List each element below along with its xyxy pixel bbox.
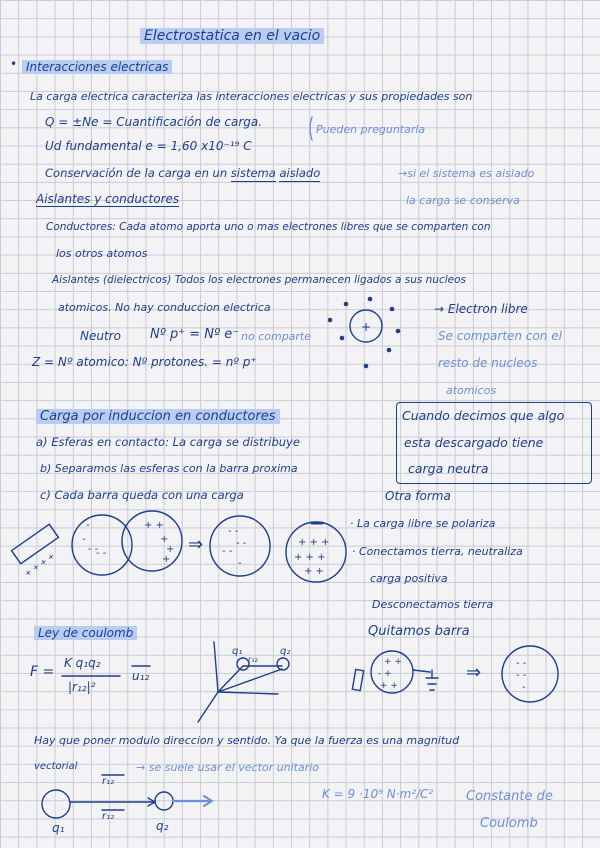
coulomb-denominator: |r₁₂|² xyxy=(68,680,96,694)
otra-forma-label: Otra forma xyxy=(385,489,451,503)
box-line-3: carga neutra xyxy=(408,461,489,476)
charge-sign: + + xyxy=(304,566,324,577)
rod-small xyxy=(352,669,363,690)
section-heading-coulomb: Ley de coulomb xyxy=(34,626,137,640)
induccion-step-a: a) Esferas en contacto: La carga se distribuye xyxy=(36,435,300,449)
electron-dot xyxy=(368,297,373,302)
page-title: Electrostatica en el vacio xyxy=(140,28,324,44)
charge-sign: + + + xyxy=(298,537,330,548)
charge-sign: - xyxy=(238,558,242,569)
coulomb-numerator: K q₁q₂ xyxy=(64,656,101,670)
charge-sign: + + xyxy=(380,681,398,691)
hay-que-line-2: vectorial xyxy=(34,761,78,772)
hay-que-line-1: Hay que poner modulo direccion y sentido. Ya que la fuerza es una magnitud xyxy=(34,734,460,747)
conductores-line-1: Conductores: Cada atomo aporta uno o mas electrones libres que se comparten con xyxy=(46,221,491,233)
induction-arrow-1: ⇒ xyxy=(188,534,204,555)
charge-sign: + + xyxy=(384,657,402,667)
sistema-word: sistema xyxy=(230,166,276,180)
diagram-q2-circle xyxy=(277,658,289,670)
desconectamos-tierra: Desconectamos tierra xyxy=(372,598,494,611)
charge-sign: + xyxy=(160,534,169,545)
bottom-q1-label: q₁ xyxy=(52,821,65,835)
aislado-word: aislado xyxy=(279,166,321,180)
conserva-note-1: →si el sistema es aislado xyxy=(398,167,535,180)
charge-sign: - + xyxy=(378,669,392,679)
q-formula: Q = ±Ne = Cuantificación de carga. xyxy=(45,115,263,129)
electron-dot xyxy=(340,336,345,341)
constante-label-1: Constante de xyxy=(466,789,553,804)
charge-sign: - - xyxy=(516,670,527,681)
coulomb-F: F = xyxy=(30,664,55,680)
vector-r2 xyxy=(218,669,282,692)
conectamos-tierra: · Conectamos tierra, neutraliza xyxy=(352,545,523,558)
sphere-final-charged xyxy=(502,646,558,702)
conservacion-prefix: Conservación de la carga en un xyxy=(45,166,228,180)
bottom-q1-circle xyxy=(42,790,70,818)
axis-z xyxy=(214,642,218,692)
bottom-q2-label: q₂ xyxy=(156,819,169,833)
charge-sign: - - xyxy=(228,526,239,537)
no-comparte-note: no comparte xyxy=(241,330,312,343)
coulomb-unit-vector: u₁₂ xyxy=(132,669,150,683)
induccion-step-b: b) Separamos las esferas con la barra proxima xyxy=(40,462,298,475)
section-heading-induccion: Carga por induccion en conductores xyxy=(36,409,280,424)
charge-sign: + xyxy=(166,544,175,555)
pueden-bracket xyxy=(310,117,312,140)
bottom-q2-circle xyxy=(155,792,173,810)
coulomb-constant-K: K = 9 ·10⁹ N·m²/C² xyxy=(322,787,434,801)
section-heading-interacciones: Interacciones electricas xyxy=(22,60,172,74)
pueden-preguntarla-note: Pueden preguntarla xyxy=(316,123,426,136)
comparten-note-3: atomicos xyxy=(446,384,497,397)
neutro-label: Neutro xyxy=(80,329,121,343)
charge-sign: - - xyxy=(96,548,107,559)
electron-dot xyxy=(344,302,349,307)
charge-sign: + + xyxy=(144,520,164,531)
ground-wire xyxy=(413,670,430,672)
libre-polariza: · La carga libre se polariza xyxy=(350,517,496,530)
conductores-line-2: los otros atomos xyxy=(56,247,148,260)
charge-sign: - xyxy=(522,682,526,693)
charge-sign: - - xyxy=(236,538,247,549)
electron-dot xyxy=(387,348,392,353)
quitamos-barra: Quitamos barra xyxy=(368,624,470,639)
neutro-equation: Nº p⁺ = Nº e⁻ xyxy=(150,327,240,342)
charge-sign: - - xyxy=(88,544,99,555)
charge-sign: + xyxy=(162,554,171,565)
unidad-fundamental: Ud fundamental e = 1,60 x10⁻¹⁹ C xyxy=(45,139,252,153)
box-line-2: esta descargado tiene xyxy=(404,435,544,450)
aislantes-line-2: atomicos. No hay conduccion electrica xyxy=(58,301,271,314)
sphere-left xyxy=(72,515,132,575)
vector-unitario-note: → se suele usar el vector unitario xyxy=(136,761,320,774)
diagram-q1-label: q₁ xyxy=(232,646,243,657)
induction-arrow-2: ⇒ xyxy=(466,662,482,683)
electron-dot xyxy=(390,307,395,312)
electron-dot xyxy=(396,329,401,334)
comparten-note-1: Se comparten con el xyxy=(438,329,562,343)
conserva-note-2: la carga se conserva xyxy=(406,194,520,207)
section-heading-aislantes: Aislantes y conductores xyxy=(36,192,180,206)
rod-sign: + + + + xyxy=(23,551,57,579)
box-line-1: Cuando decimos que algo xyxy=(402,408,565,423)
axis-y xyxy=(218,692,278,694)
diagram-r12-label: r₁₂ xyxy=(248,655,258,664)
axis-x xyxy=(198,692,218,722)
bullet-marker: • xyxy=(10,57,18,71)
nucleus-plus: + xyxy=(361,320,372,334)
diagram-q2-label: q₂ xyxy=(280,646,291,657)
diagram-q1-circle xyxy=(237,658,249,670)
constante-label-2: Coulomb xyxy=(480,816,538,831)
electron-dot xyxy=(328,318,333,323)
vector-r12-top: r₁₂ xyxy=(102,776,115,787)
charge-sign: - - xyxy=(222,546,233,557)
comparten-note-2: resto de nucleos xyxy=(438,356,538,370)
charge-sign: + + + xyxy=(294,552,326,563)
charge-sign: - xyxy=(86,520,90,531)
aislantes-line-1: Aislantes (dielectricos) Todos los electrones permanecen ligados a sus nucleos xyxy=(52,274,467,286)
z-atomic-number: Z = Nº atomico: Nº protones. = nº p⁺ xyxy=(32,355,257,369)
charge-sign: - - xyxy=(516,658,527,669)
induccion-step-c: c) Cada barra queda con una carga xyxy=(40,488,244,502)
vector-r12-bottom: r₁₂ xyxy=(102,811,115,822)
carga-positiva: carga positiva xyxy=(370,572,448,585)
charge-sign: - xyxy=(82,534,86,545)
intro-text: La carga electrica caracteriza las interacciones electricas y sus propiedades son xyxy=(30,90,473,103)
electron-libre-label: → Electron libre xyxy=(434,302,528,316)
electron-dot xyxy=(364,364,369,369)
